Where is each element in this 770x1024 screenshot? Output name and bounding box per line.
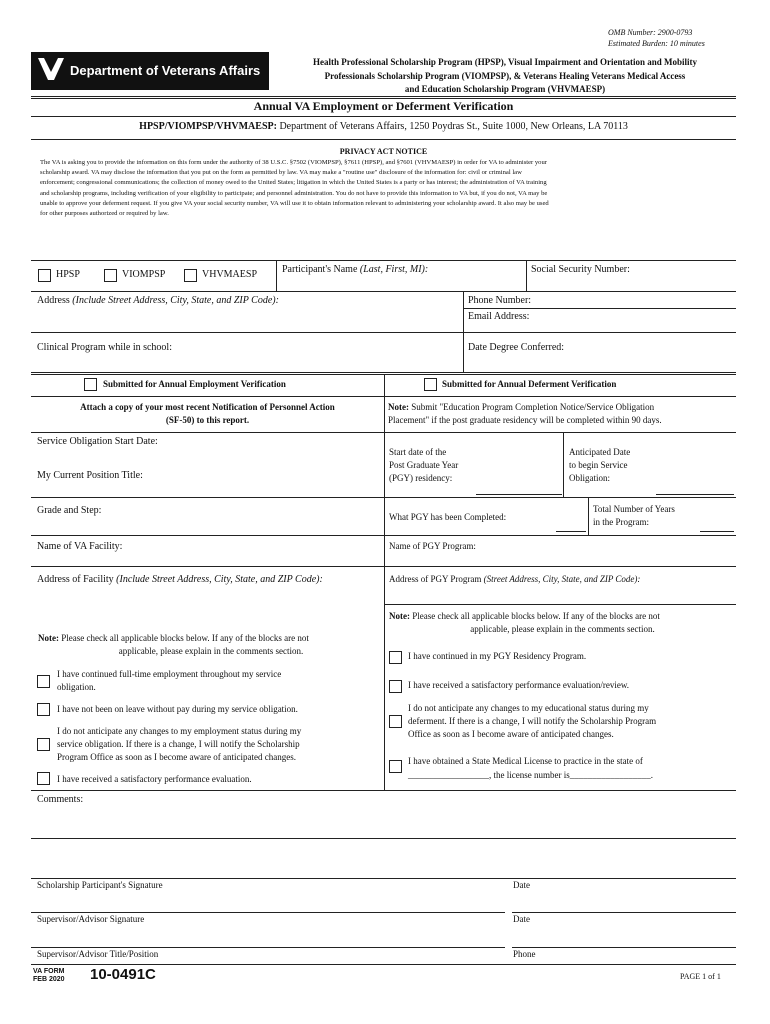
program-title-line-2: Professionals Scholarship Program (VIOMPSP), & Veterans Healing Veterans Medical Access (324, 70, 686, 81)
deferment-heading: Submitted for Annual Deferment Verification (442, 379, 617, 389)
check-text: I have obtained a State Medical License to practice in the state of (408, 756, 643, 766)
vhvmaesp-label: VHVMAESP (202, 269, 258, 280)
deferment-verification-checkbox[interactable] (424, 378, 437, 391)
va-facility-name-field[interactable]: Name of VA Facility: (37, 541, 123, 552)
check-text: __________________, the license number is__________________. (408, 770, 653, 780)
employment-heading: Submitted for Annual Employment Verification (103, 379, 286, 389)
deferment-check-license[interactable] (389, 760, 402, 773)
address-label: HPSP/VIOMPSP/VHVMAESP: (139, 121, 277, 132)
hpsp-label: HPSP (56, 269, 80, 280)
employment-check-no-changes-label (57, 725, 301, 764)
burden-estimate: Estimated Burden: 10 minutes (608, 39, 705, 48)
facility-address-field[interactable] (37, 574, 323, 585)
employment-check-no-lwop-label: I have not been on leave without pay during my service obligation. (57, 704, 298, 714)
hpsp-checkbox[interactable] (38, 269, 51, 282)
pgy-program-address-label: Address of PGY Program (389, 574, 484, 584)
employment-check-no-lwop[interactable] (37, 703, 50, 716)
va-logo-icon (37, 56, 65, 82)
check-text: I have continued full-time employment throughout my service (57, 669, 282, 679)
employment-check-evaluation-label: I have received a satisfactory performance evaluation. (57, 774, 252, 784)
employment-note-text-2: applicable, please explain in the comments section. (118, 646, 304, 656)
check-text: Program Office as soon as I become aware of anticipated changes. (57, 752, 296, 762)
clinical-program-field[interactable]: Clinical Program while in school: (37, 342, 172, 353)
deferment-note-label: Note: (388, 402, 409, 412)
employment-note (38, 632, 384, 658)
employment-check-evaluation[interactable] (37, 772, 50, 785)
position-title-field[interactable]: My Current Position Title: (37, 470, 143, 481)
privacy-line: unable to approve your deferment request. If you give VA your social security number, VA will use it to obtain information relevant to administering your scholarship award. It also may be used (40, 199, 549, 207)
check-text: I do not anticipate any changes to my educational status during my (408, 703, 649, 713)
participant-name-field[interactable] (282, 264, 428, 275)
supervisor-title-field[interactable]: Supervisor/Advisor Title/Position (37, 949, 159, 959)
viompsp-checkbox[interactable] (104, 269, 117, 282)
pgy-completed-field[interactable]: What PGY has been Completed: (389, 512, 507, 522)
pgy-start-label: Start date of the (389, 447, 447, 457)
total-years-field[interactable] (593, 503, 675, 529)
participant-name-label: Participant's Name (282, 264, 360, 275)
supervisor-signature-field[interactable]: Supervisor/Advisor Signature (37, 914, 145, 924)
anticipated-label: Obligation: (569, 473, 610, 483)
participant-signature-date[interactable]: Date (513, 880, 530, 890)
pgy-start-label: Post Graduate Year (389, 460, 459, 470)
deferment-check-pgy-continued-label: I have continued in my PGY Residency Program. (408, 651, 587, 661)
address-field[interactable] (37, 295, 279, 306)
privacy-line: The VA is asking you to provide the information on this form under the authority of 38 U.S.C. §7502 (VIOMPSP), §7611 (HPSP), and §7601 (VHVMAESP) in order for VA to administer your (40, 159, 547, 166)
service-start-date-field[interactable]: Service Obligation Start Date: (37, 436, 158, 447)
program-office-address (31, 121, 736, 132)
deferment-note-2 (389, 610, 736, 636)
check-text: service obligation. If there is a change, I will notify the Scholarship (57, 739, 300, 749)
pgy-start-label: (PGY) residency: (389, 473, 453, 483)
address-field-hint: (Include Street Address, City, State, and ZIP Code): (72, 295, 279, 306)
facility-address-hint: (Include Street Address, City, State, and ZIP Code): (116, 574, 323, 585)
program-title-line-1: Health Professional Scholarship Program (HPSP), Visual Impairment and Orientation and Mobility (313, 57, 697, 67)
privacy-line: scholarship award. VA may disclose the information that you put on the form as permitted by law. VA may make a "routine use" disclosure of the information for: civil or criminal law (40, 169, 522, 177)
employment-check-no-changes[interactable] (37, 738, 50, 751)
check-text: I do not anticipate any changes to my employment status during my (57, 726, 302, 736)
privacy-title: PRIVACY ACT NOTICE (339, 147, 428, 156)
attach-sf50-line-2: (SF-50) to this report. (165, 415, 250, 425)
phone-field[interactable]: Phone Number: (468, 295, 532, 306)
privacy-text (40, 158, 740, 219)
agency-name: Department of Veterans Affairs (70, 63, 261, 78)
participant-name-hint: (Last, First, MI): (359, 264, 429, 275)
deferment-check-evaluation-label: I have received a satisfactory performance evaluation/review. (408, 680, 630, 690)
deferment-check-evaluation[interactable] (389, 680, 402, 693)
privacy-line: and scholarship programs, including verification of your eligibility to participate; and personnel administration. You do not have to provide this information to VA but, if you do not, VA may be (40, 189, 548, 197)
total-years-label: Total Number of Years (593, 504, 675, 514)
check-text: Office as soon as I become aware of anticipated changes. (408, 729, 614, 739)
employment-verification-checkbox[interactable] (84, 378, 97, 391)
deferment-note2-text: Please check all applicable blocks below. If any of the blocks are not (410, 611, 660, 621)
form-number: 10-0491C (90, 966, 156, 983)
employment-note-text: Please check all applicable blocks below. If any of the blocks are not (59, 633, 309, 643)
deferment-check-pgy-continued[interactable] (389, 651, 402, 664)
supervisor-signature-date[interactable]: Date (513, 914, 530, 924)
viompsp-label: VIOMPSP (122, 269, 166, 280)
check-text: obligation. (57, 682, 96, 692)
anticipated-label: to begin Service (569, 460, 628, 470)
deferment-note (388, 401, 736, 427)
anticipated-service-date-field[interactable] (569, 446, 630, 485)
page-number: PAGE 1 of 1 (680, 972, 721, 981)
deferment-check-no-changes[interactable] (389, 715, 402, 728)
omb-number: OMB Number: 2900-0793 (608, 28, 693, 37)
comments-field[interactable]: Comments: (37, 794, 84, 805)
deferment-check-license-label (408, 754, 653, 782)
pgy-start-date-field[interactable] (389, 446, 458, 485)
deferment-note2-text-2: applicable, please explain in the comments section. (470, 624, 655, 634)
privacy-line: enforcement; congressional communications; the collection of money owed to the United States; litigation in which the United States is a party or has interest; the administration of VA training (40, 179, 547, 187)
address-text: Department of Veterans Affairs, 1250 Poydras St., Suite 1000, New Orleans, LA 70113 (276, 121, 628, 132)
vhvmaesp-checkbox[interactable] (184, 269, 197, 282)
employment-check-full-time-label (57, 668, 281, 694)
employment-note-label: Note: (38, 633, 59, 643)
deferment-note2-label: Note: (389, 611, 410, 621)
program-title-line-3: and Education Scholarship Program (VHVMAESP) (404, 84, 606, 94)
deferment-note-text-2: Placement" if the post graduate residency will be completed within 90 days. (388, 415, 662, 425)
anticipated-label: Anticipated Date (569, 447, 631, 457)
participant-signature-field[interactable]: Scholarship Participant's Signature (37, 880, 163, 890)
address-field-label: Address (37, 295, 73, 306)
privacy-line: for other purposes authorized or required by law. (40, 210, 169, 218)
va-form-label: VA FORM (33, 968, 65, 975)
facility-address-label: Address of Facility (37, 574, 117, 585)
ssn-field[interactable]: Social Security Number: (531, 264, 630, 275)
form-title: Annual VA Employment or Deferment Verification (253, 99, 514, 113)
email-field[interactable]: Email Address: (468, 311, 530, 322)
total-years-label: in the Program: (593, 517, 649, 527)
grade-step-field[interactable]: Grade and Step: (37, 505, 102, 516)
check-text: deferment. If there is a change, I will notify the Scholarship Program (408, 716, 657, 726)
form-date: FEB 2020 (33, 976, 65, 983)
pgy-program-address-field[interactable] (389, 574, 640, 584)
supervisor-phone-field[interactable]: Phone (513, 949, 536, 959)
employment-check-full-time[interactable] (37, 675, 50, 688)
va-logo-block (31, 52, 269, 90)
deferment-note-text: Submit "Education Program Completion Notice/Service Obligation (409, 402, 655, 412)
date-degree-field[interactable]: Date Degree Conferred: (468, 342, 565, 353)
pgy-program-name-field[interactable]: Name of PGY Program: (389, 541, 476, 551)
pgy-program-address-hint: (Street Address, City, State, and ZIP Code): (483, 574, 641, 584)
attach-sf50-line-1: Attach a copy of your most recent Notification of Personnel Action (80, 402, 335, 412)
deferment-check-no-changes-label (408, 702, 656, 741)
